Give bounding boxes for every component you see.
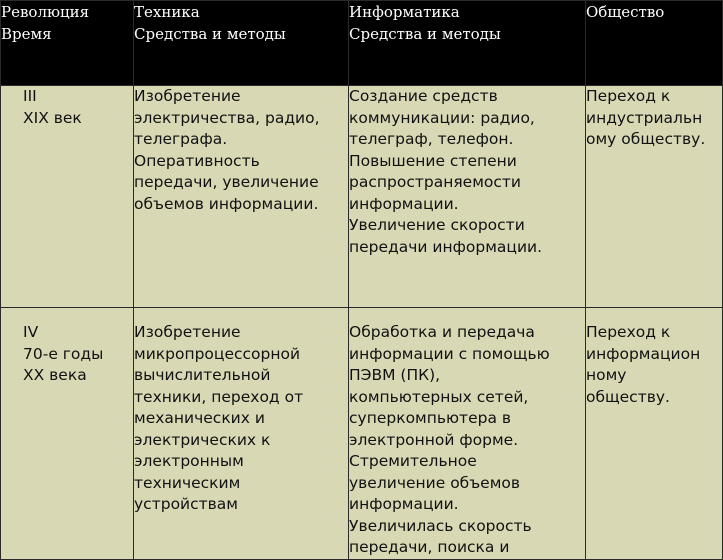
cell-line: Повышение степени xyxy=(349,151,517,170)
cell-line: Создание средств xyxy=(349,87,498,105)
table-row xyxy=(1,308,723,560)
cell-line: Оперативность xyxy=(134,151,260,170)
cell-line: механических и xyxy=(134,409,265,427)
cell-line: Изобретение xyxy=(134,87,241,105)
cell-line: информацион xyxy=(586,344,701,363)
cell-line: ому обществу. xyxy=(586,130,706,148)
cell-line: суперкомпьютера в xyxy=(349,409,512,427)
header-society xyxy=(586,1,723,86)
table-row xyxy=(1,86,723,308)
cell-line: коммуникации: радио, xyxy=(349,108,535,127)
cell-line: 70-е годы xyxy=(23,344,104,363)
cell-informatics xyxy=(349,86,586,308)
cell-line: ному xyxy=(586,366,627,384)
cell-line: XIX век xyxy=(23,108,82,127)
cell-revolution xyxy=(1,308,134,560)
cell-line: электронным xyxy=(134,452,244,470)
cell-line: Увеличение скорости xyxy=(349,216,525,234)
cell-line: компьютерных сетей, xyxy=(349,387,529,406)
cell-line: XX века xyxy=(23,366,87,384)
header-line: Революция xyxy=(1,3,90,21)
cell-line: Изобретение xyxy=(134,323,241,341)
cell-line: техническим xyxy=(134,473,241,492)
header-line: Информатика xyxy=(349,3,460,21)
cell-line: обществу. xyxy=(586,387,670,406)
cell-line: телеграфа. xyxy=(134,130,228,148)
cell-line: увеличение объемов xyxy=(349,473,521,492)
header-line: Время xyxy=(1,25,52,43)
cell-line: объемов информации. xyxy=(134,194,319,213)
header-line: Средства и методы xyxy=(134,25,286,43)
header-technique xyxy=(134,1,349,86)
cell-line: передачи, увеличение xyxy=(134,173,319,191)
table-header-row xyxy=(1,1,723,86)
cell-line: IV xyxy=(23,323,39,341)
cell-line: информации. xyxy=(349,495,459,513)
cell-line: электрических к xyxy=(134,430,271,449)
cell-line: III xyxy=(23,87,37,105)
cell-revolution xyxy=(1,86,134,308)
cell-line: вычислительной xyxy=(134,366,271,384)
cell-line: Переход к xyxy=(586,323,671,341)
header-revolution-time xyxy=(1,1,134,86)
cell-line: ПЭВМ (ПК), xyxy=(349,366,441,384)
header-informatics xyxy=(349,1,586,86)
cell-line: Стремительное xyxy=(349,452,477,470)
cell-technique xyxy=(134,308,349,560)
cell-line: телеграф, телефон. xyxy=(349,130,514,148)
cell-line: Обработка и передача xyxy=(349,323,535,341)
header-line: Техника xyxy=(134,3,200,21)
cell-line: передачи информации. xyxy=(349,237,543,256)
cell-line: передачи, поиска и xyxy=(349,538,510,556)
cell-informatics xyxy=(349,308,586,560)
cell-technique xyxy=(134,86,349,308)
cell-line: устройствам xyxy=(134,495,238,513)
header-line: Общество xyxy=(586,3,665,21)
cell-society xyxy=(586,308,723,560)
cell-line: информации с помощью xyxy=(349,344,550,363)
cell-line: техники, переход от xyxy=(134,387,304,406)
cell-line: микропроцессорной xyxy=(134,344,301,363)
cell-line: индустриальн xyxy=(586,108,703,127)
cell-society xyxy=(586,86,723,308)
header-line: Средства и методы xyxy=(349,25,501,43)
cell-line: электричества, радио, xyxy=(134,108,320,127)
cell-line: электронной форме. xyxy=(349,430,519,449)
cell-line: Увеличилась скорость xyxy=(349,516,532,535)
cell-line: информации. xyxy=(349,194,459,213)
cell-line: Переход к xyxy=(586,87,671,105)
cell-line: распространяемости xyxy=(349,173,521,191)
